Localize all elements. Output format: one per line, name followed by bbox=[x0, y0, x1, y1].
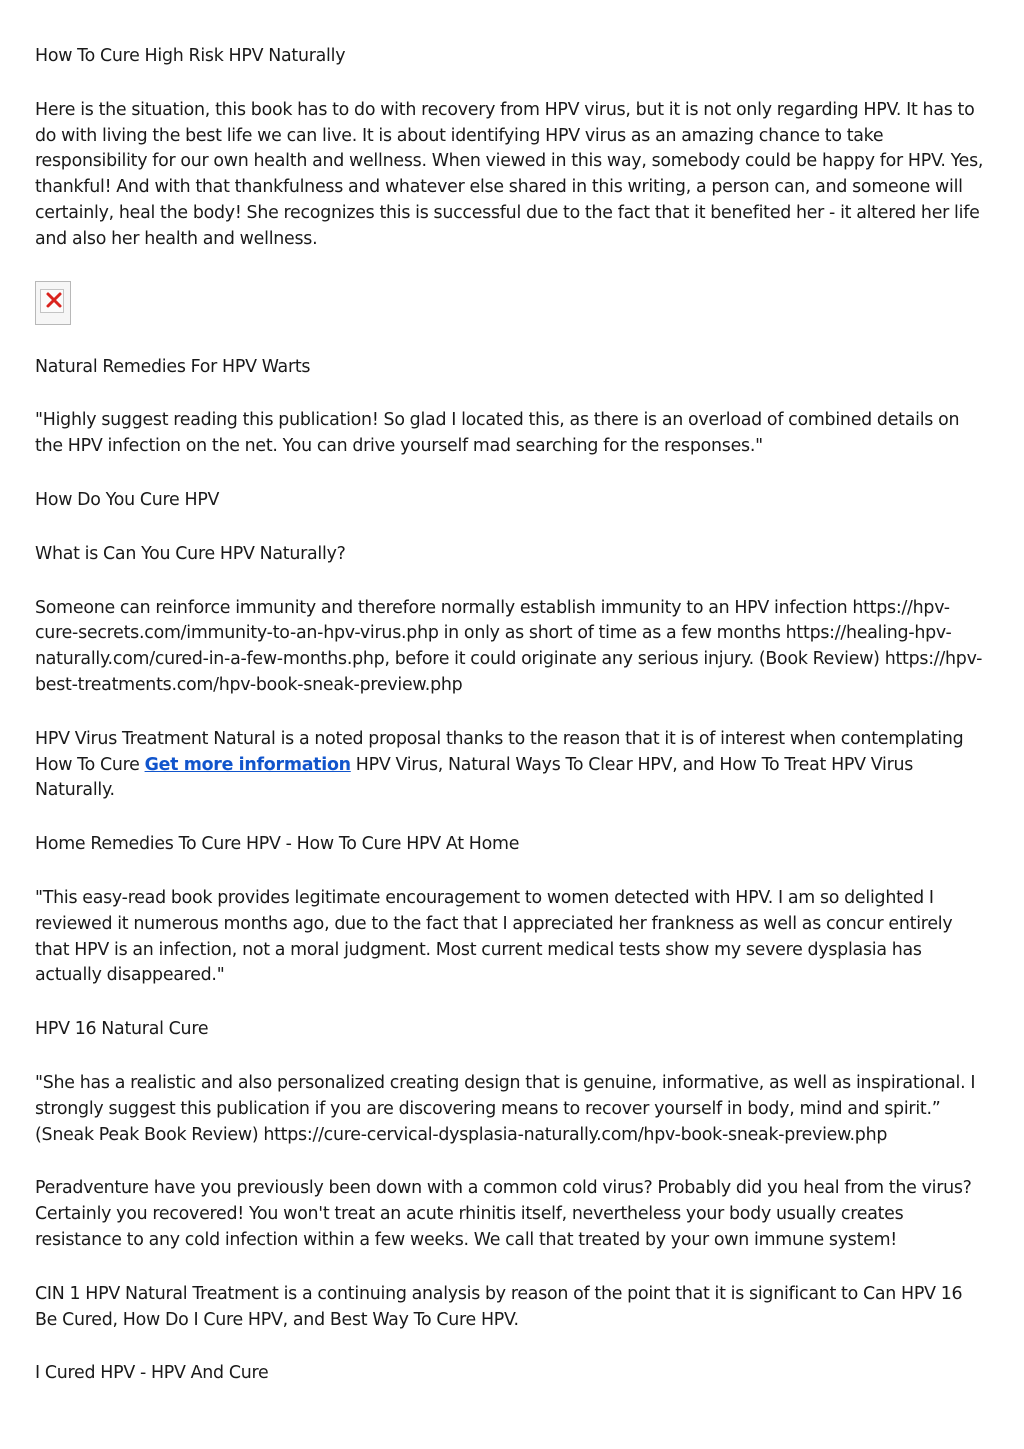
broken-image-icon bbox=[35, 281, 71, 325]
heading-how-do-you-cure: How Do You Cure HPV bbox=[35, 489, 220, 510]
quote-realistic: "She has a realistic and also personalized creating design that is genuine, informative, as well as inspirational. I strongly suggest this publication if you are discovering means to recover yourself in body, mind and spirit.” (Sneak Peak Book Review) https://cure-cervical-dysplasia-naturally.com/hpv-book-sneak-preview.php bbox=[35, 1072, 976, 1145]
heading-i-cured-hpv: I Cured HPV - HPV And Cure bbox=[35, 1363, 269, 1384]
red-x-icon bbox=[40, 286, 68, 314]
quote-highly-suggest: "Highly suggest reading this publication! So glad I located this, as there is an overload of combined details on the HPV infection on the net. You can drive yourself mad searching for the responses." bbox=[35, 410, 960, 457]
cin1-paragraph: CIN 1 HPV Natural Treatment is a continuing analysis by reason of the point that it is significant to Can HPV 16 Be Cured, How Do I Cure HPV, and Best Way To Cure HPV. bbox=[35, 1283, 963, 1330]
immunity-paragraph: Someone can reinforce immunity and therefore normally establish immunity to an HPV infection https://hpv-cure-secrets.com/immunity-to-an-hpv-virus.php in only as short of time as a few months https://healing-hpv-naturally.com/cured-in-a-few-months.php, before it could originate any serious injury. (Book Review) https://hpv-best-treatments.com/hpv-book-sneak-preview.php bbox=[35, 597, 983, 695]
get-more-information-link[interactable]: Get more information bbox=[144, 754, 351, 775]
heading-home-remedies: Home Remedies To Cure HPV - How To Cure HPV At Home bbox=[35, 834, 520, 855]
link-paragraph-after: HPV Virus, Natural Ways To Clear HPV, and How To Treat HPV Virus Naturally. bbox=[35, 754, 914, 801]
heading-high-risk-hpv: How To Cure High Risk HPV Naturally bbox=[35, 46, 346, 66]
intro-paragraph: Here is the situation, this book has to do with recovery from HPV virus, but it is not only regarding HPV. It has to do with living the best life we can live. It is about identifying HPV virus as an amazing chance to take responsibility for our own health and wellness. When viewed in this way, somebody could be happy for HPV. Yes, thankful! And with that thankfulness and whatever else shared in this writing, a person can, and someone will certainly, heal the body! She recognizes this is successful due to the fact that it benefited her - it altered her life and also her health and wellness. bbox=[35, 99, 984, 249]
heading-hpv16-natural-cure: HPV 16 Natural Cure bbox=[35, 1019, 209, 1040]
common-cold-paragraph: Peradventure have you previously been down with a common cold virus? Probably did you heal from the virus? Certainly you recovered! You won't treat an acute rhinitis itself, nevertheless your body usually creates resistance to any cold infection within a few weeks. We call that treated by your own immune system! bbox=[35, 1178, 972, 1250]
quote-easy-read: "This easy-read book provides legitimate encouragement to women detected with HPV. I am so delighted I reviewed it numerous months ago, due to the fact that I appreciated her frankness as well as concur entirely that HPV is an infection, not a moral judgment. Most current medical tests show my severe dysplasia has actually disappeared." bbox=[35, 887, 953, 986]
treatment-natural-paragraph bbox=[35, 727, 988, 804]
heading-natural-remedies: Natural Remedies For HPV Warts bbox=[35, 356, 311, 377]
link-paragraph-before: HPV Virus Treatment Natural is a noted proposal thanks to the reason that it is of interest when contemplating How To Cure bbox=[35, 728, 964, 775]
heading-what-is-can-you-cure: What is Can You Cure HPV Naturally? bbox=[35, 543, 346, 564]
